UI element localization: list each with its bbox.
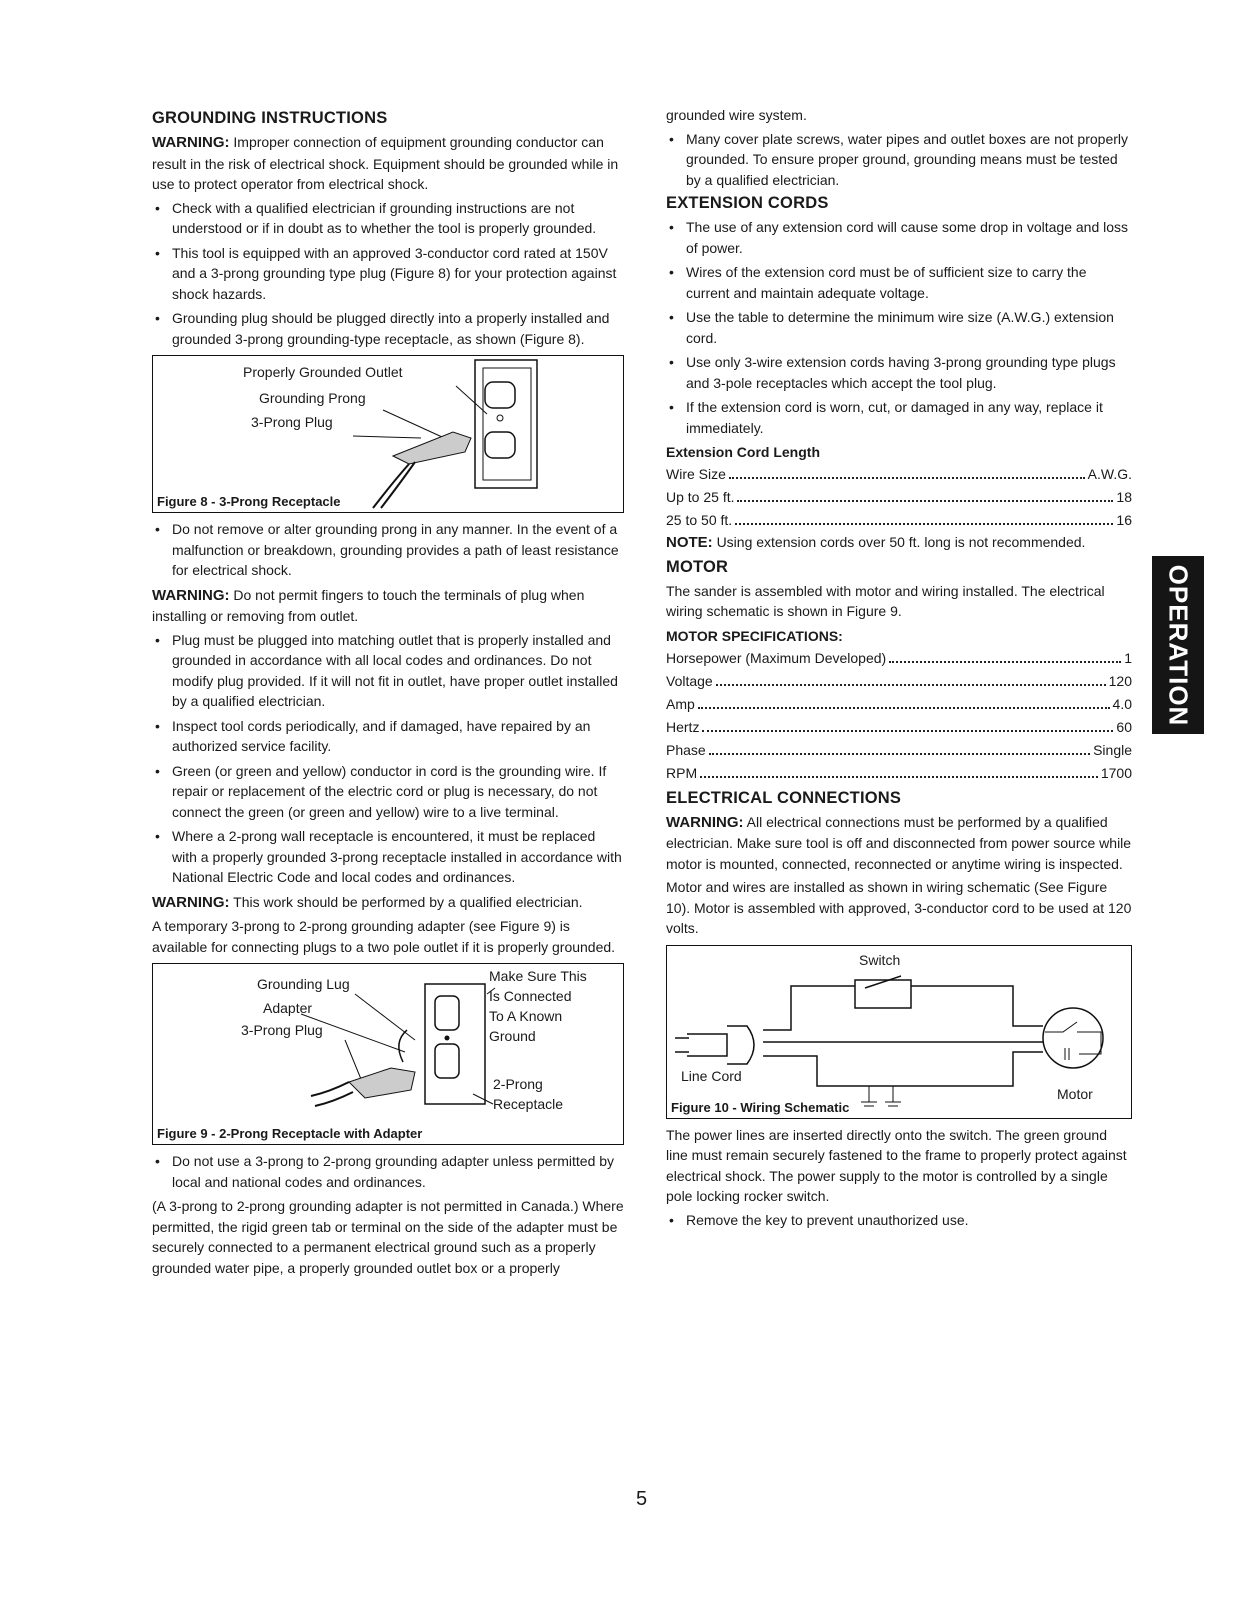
dot-leader <box>698 707 1110 709</box>
dot-leader <box>709 753 1090 755</box>
row-label: Hertz <box>666 718 700 735</box>
left-column <box>152 105 624 1281</box>
table-row <box>666 509 1132 532</box>
motor-specs-table <box>666 647 1132 785</box>
extension-cord-table <box>666 463 1132 532</box>
list-item: • The use of any extension cord will cause some drop in voltage and loss of power. <box>666 217 1132 258</box>
dot-leader <box>700 776 1098 778</box>
table-row <box>666 693 1132 716</box>
figure-10 <box>666 945 1132 1119</box>
warning-label: WARNING: <box>152 134 230 151</box>
label-adapter: Adapter <box>263 1000 313 1016</box>
row-value: 1 <box>1124 649 1132 666</box>
list-item: • This tool is equipped with an approved 3-conductor cord rated at 150V and a 3-prong grounding type plug (Figure 8) for your protection against shock hazards. <box>152 243 624 305</box>
warning-label: WARNING: <box>152 893 230 911</box>
row-value: 16 <box>1116 512 1132 528</box>
note-label: NOTE: <box>666 534 713 551</box>
table-row <box>666 486 1132 509</box>
warning-label: WARNING: <box>152 586 230 604</box>
power-paragraph: The power lines are inserted directly onto the switch. The green ground line must remain securely fastened to the frame to properly protect against electrical shock. The power supply to the motor is controlled by a single pole locking rocker switch. <box>666 1126 1127 1204</box>
list-item: • Check with a qualified electrician if grounding instructions are not understood or if in doubt as to whether the tool is properly grounded. <box>152 198 624 239</box>
row-value: 60 <box>1116 718 1132 735</box>
right-column <box>666 105 1132 1234</box>
list-item: • Use the table to determine the minimum wire size (A.W.G.) extension cord. <box>666 307 1132 348</box>
row-label: 25 to 50 ft. <box>666 512 733 528</box>
motor-paragraph: The sander is assembled with motor and wiring installed. The electrical wiring schematic is shown in Figure 9. <box>666 582 1105 619</box>
warning-paragraph <box>152 892 624 914</box>
wires-paragraph: Motor and wires are installed as shown in wiring schematic (See Figure 10). Motor is assembled with approved, 3-conductor cord to be used at 120 volts. <box>666 879 1132 936</box>
section-tab-label: OPERATION <box>1163 564 1194 726</box>
continued-paragraph: grounded wire system. <box>666 107 807 123</box>
dot-leader <box>729 477 1085 479</box>
list-item: • Many cover plate screws, water pipes and outlet boxes are not properly grounded. To ensure proper ground, grounding means must be tested by a qualified electrician. <box>666 129 1132 191</box>
warning-paragraph <box>666 812 1132 875</box>
dot-leader <box>735 523 1113 525</box>
section-heading-extension-cords: EXTENSION CORDS <box>666 194 829 212</box>
dot-leader <box>889 661 1121 663</box>
row-label: RPM <box>666 764 698 781</box>
label-3-prong-plug: 3-Prong Plug <box>241 1022 323 1038</box>
bullet-list <box>666 217 1132 438</box>
label-motor: Motor <box>1057 1085 1093 1102</box>
row-value: 1700 <box>1100 764 1132 781</box>
bullet-list <box>666 129 1132 191</box>
row-value: A.W.G. <box>1087 466 1132 482</box>
label-3-prong-plug: 3-Prong Plug <box>251 414 333 430</box>
row-label: Up to 25 ft. <box>666 489 735 505</box>
row-value: 4.0 <box>1112 695 1132 712</box>
row-label: Voltage <box>666 672 713 689</box>
dot-leader <box>716 684 1106 686</box>
table-row <box>666 670 1132 693</box>
label-switch: Switch <box>859 951 901 968</box>
figure-8 <box>152 355 624 513</box>
dot-leader <box>737 500 1113 502</box>
row-value: 120 <box>1108 672 1132 689</box>
list-item: • Where a 2-prong wall receptacle is encountered, it must be replaced with a properly grounded 3-prong receptacle installed in accordance with National Electric Code and local codes and ordinances. <box>152 826 624 888</box>
bullet-list <box>666 1210 1132 1231</box>
row-value: Single <box>1093 741 1132 758</box>
label-properly-grounded-outlet: Properly Grounded Outlet <box>243 364 403 380</box>
subheading-motor-specs: MOTOR SPECIFICATIONS: <box>666 627 843 644</box>
subheading-extension-cord-length: Extension Cord Length <box>666 444 820 460</box>
list-item: • Inspect tool cords periodically, and if damaged, have repaired by an authorized service facility. <box>152 716 624 757</box>
label-line-cord: Line Cord <box>681 1067 742 1084</box>
list-item: • Do not use a 3-prong to 2-prong grounding adapter unless permitted by local and national codes and ordinances. <box>152 1151 624 1192</box>
list-item: • Wires of the extension cord must be of sufficient size to carry the current and maintain adequate voltage. <box>666 262 1132 303</box>
section-heading-motor: MOTOR <box>666 557 729 576</box>
row-label: Amp <box>666 695 695 712</box>
figure-caption: Figure 9 - 2-Prong Receptacle with Adapter <box>157 1126 423 1141</box>
label-receptacle: Receptacle <box>493 1096 564 1112</box>
page-number: 5 <box>636 1488 648 1510</box>
label-grounding-lug: Grounding Lug <box>257 976 350 992</box>
dot-leader <box>702 730 1113 732</box>
bullet-list <box>152 198 624 350</box>
figure-caption: Figure 10 - Wiring Schematic <box>671 1099 850 1115</box>
table-row <box>666 739 1132 762</box>
table-row <box>666 716 1132 739</box>
note-text: Using extension cords over 50 ft. long is not recommended. <box>716 534 1086 550</box>
table-row <box>666 647 1132 670</box>
figure-caption: Figure 8 - 3-Prong Receptacle <box>157 494 341 509</box>
list-item: • Plug must be plugged into matching outlet that is properly installed and grounded in accordance with all local codes and ordinances. Do not modify plug provided. If it will not fit in outlet, have proper outlet installed by a qualified electrician. <box>152 630 624 712</box>
list-item: • Use only 3-wire extension cords having 3-prong grounding type plugs and 3-pole receptacles which accept the tool plug. <box>666 352 1132 393</box>
label-make-sure-this: Make Sure This <box>489 968 587 984</box>
list-item: • Do not remove or alter grounding prong in any manner. In the event of a malfunction or breakdown, grounding provides a path of least resistance for electrical shock. <box>152 519 624 581</box>
row-label: Wire Size <box>666 466 726 482</box>
label-2-prong: 2-Prong <box>493 1076 543 1092</box>
row-label: Horsepower (Maximum Developed) <box>666 649 887 666</box>
warning-text: Improper connection of equipment grounding conductor can result in the risk of electrical shock. Equipment should be grounded while in use to protect operator from electrical shock. <box>152 134 619 192</box>
list-item: • Remove the key to prevent unauthorized use. <box>666 1210 1132 1231</box>
label-ground: Ground <box>489 1028 536 1044</box>
table-row <box>666 463 1132 486</box>
warning-label: WARNING: <box>666 813 744 831</box>
bullet-list <box>152 519 624 581</box>
warning-text: All electrical connections must be performed by a qualified electrician. Make sure tool is off and disconnected from power source while motor is mounted, connected, reconnected or anytime wiring is inspected. <box>666 813 1132 872</box>
list-item: • If the extension cord is worn, cut, or damaged in any way, replace it immediately. <box>666 397 1132 438</box>
list-item: • Green (or green and yellow) conductor in cord is the grounding wire. If repair or replacement of the electric cord or plug is necessary, do not connect the green (or green and yellow) wire to a live terminal. <box>152 761 624 823</box>
warning-text: Do not permit fingers to touch the terminals of plug when installing or removing from outlet. <box>152 586 585 624</box>
section-heading-grounding: GROUNDING INSTRUCTIONS <box>152 109 388 127</box>
adapter-paragraph: A temporary 3-prong to 2-prong grounding adapter (see Figure 9) is available for connecting plugs to a two pole outlet if it is properly grounded. <box>152 918 616 955</box>
label-is-connected: Is Connected <box>489 988 572 1004</box>
figure-9 <box>152 963 624 1145</box>
bullet-list <box>152 630 624 888</box>
warning-text: This work should be performed by a qualified electrician. <box>233 893 583 910</box>
warning-paragraph <box>152 585 624 627</box>
canada-paragraph: (A 3-prong to 2-prong grounding adapter is not permitted in Canada.) Where permitted, the rigid green tab or terminal on the side of the adapter must be securely connected to a permanent electrical ground such as a properly grounded water pipe, a properly grounded outlet box or a properly <box>152 1198 624 1276</box>
list-item: • Grounding plug should be plugged directly into a properly installed and grounded 3-prong grounding-type receptacle, as shown (Figure 8). <box>152 308 624 349</box>
section-tab-operation <box>1152 556 1204 734</box>
note-paragraph <box>666 532 1132 554</box>
warning-paragraph <box>152 132 624 195</box>
section-heading-electrical: ELECTRICAL CONNECTIONS <box>666 788 902 807</box>
label-to-a-known: To A Known <box>489 1008 563 1024</box>
table-row <box>666 762 1132 785</box>
row-label: Phase <box>666 741 706 758</box>
bullet-list <box>152 1151 624 1192</box>
label-grounding-prong: Grounding Prong <box>259 390 366 406</box>
row-value: 18 <box>1116 489 1132 505</box>
